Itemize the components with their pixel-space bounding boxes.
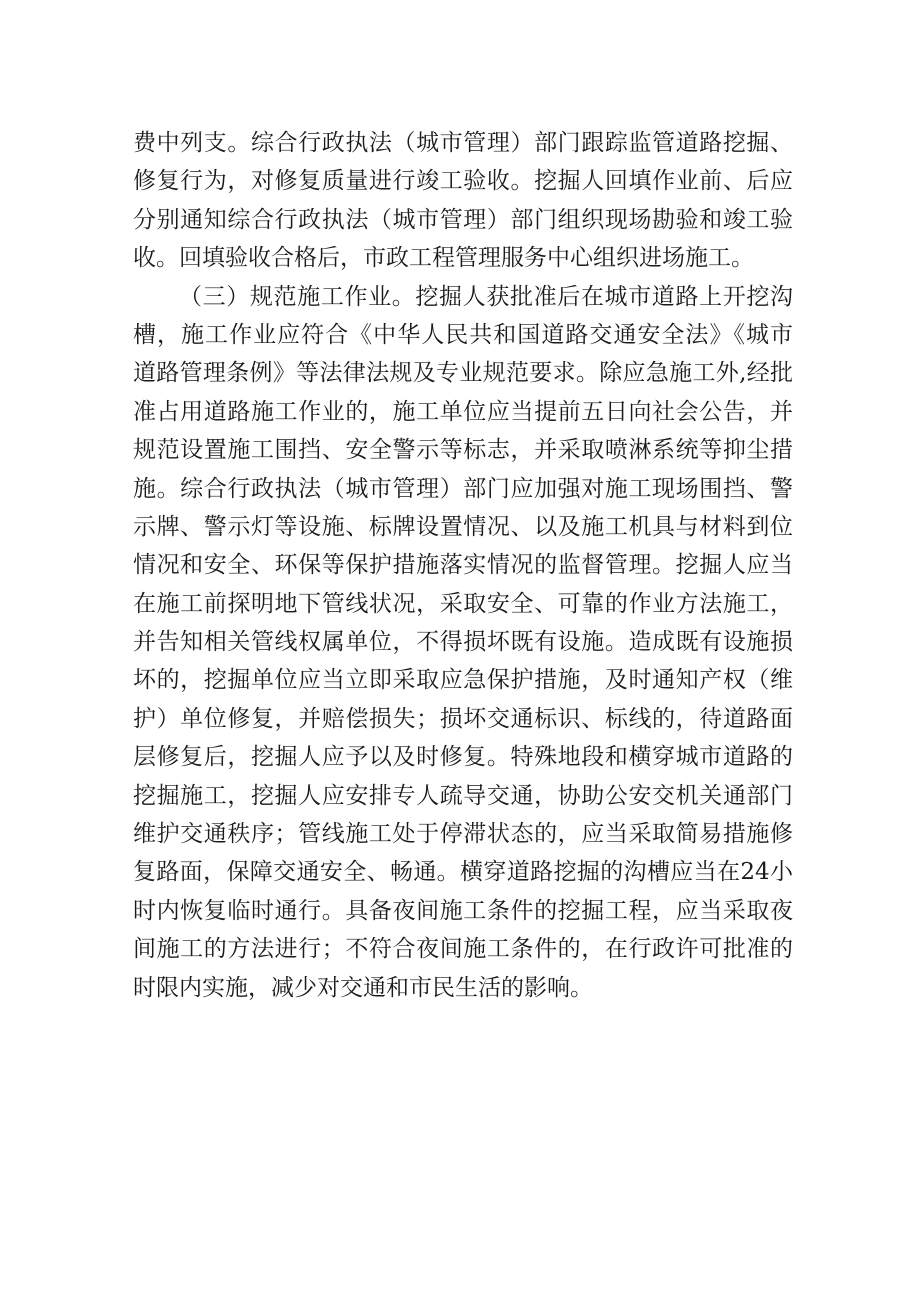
text-line: 道路管理条例》等法律法规及专业规范要求。除应急施工外,经批 (133, 360, 793, 387)
text-line: 修复行为，对修复质量进行竣工验收。挖掘人回填作业前、后应 (133, 168, 793, 195)
text-line: 施。综合行政执法（城市管理）部门应加强对施工现场围挡、警 (133, 475, 793, 502)
text-line: 时内恢复临时通行。具备夜间施工条件的挖掘工程，应当采取夜 (133, 897, 793, 924)
text-line: 规范设置施工围挡、安全警示等标志，并采取喷淋系统等抑尘措 (133, 437, 793, 464)
text-line: 护）单位修复，并赔偿损失；损坏交通标识、标线的，待道路面 (133, 705, 793, 732)
text-line: （三）规范施工作业。挖掘人获批准后在城市道路上开挖沟 (179, 283, 793, 310)
text-line: 并告知相关管线权属单位，不得损坏既有设施。造成既有设施损 (133, 629, 793, 656)
text-line: 收。回填验收合格后，市政工程管理服务中心组织进场施工。 (133, 245, 754, 272)
text-line: 坏的，挖掘单位应当立即采取应急保护措施，及时通知产权（维 (133, 667, 793, 694)
text-line: 在施工前探明地下管线状况，采取安全、可靠的作业方法施工， (133, 590, 793, 617)
text-line: 挖掘施工，挖掘人应安排专人疏导交通，协助公安交机关通部门 (133, 782, 793, 809)
text-line: 情况和安全、环保等保护措施落实情况的监督管理。挖掘人应当 (133, 552, 793, 579)
text-line: 间施工的方法进行；不符合夜间施工条件的，在行政许可批准的 (133, 936, 793, 963)
text-line: 槽，施工作业应符合《中华人民共和国道路交通安全法》《城市 (133, 321, 793, 348)
text-line: 准占用道路施工作业的，施工单位应当提前五日向社会公告，并 (133, 398, 793, 425)
body-text (133, 124, 793, 1007)
text-line: 分别通知综合行政执法（城市管理）部门组织现场勘验和竣工验 (133, 206, 793, 233)
text-line: 复路面，保障交通安全、畅通。横穿道路挖掘的沟槽应当在24小 (133, 859, 793, 886)
text-line: 维护交通秩序；管线施工处于停滞状态的，应当采取简易措施修 (133, 821, 793, 848)
text-line: 费中列支。综合行政执法（城市管理）部门跟踪监管道路挖掘、 (133, 130, 793, 156)
text-line: 时限内实施，减少对交通和市民生活的影响。 (133, 974, 593, 1001)
text-line: 示牌、警示灯等设施、标牌设置情况、以及施工机具与材料到位 (133, 513, 793, 540)
text-line: 层修复后，挖掘人应予以及时修复。特殊地段和横穿城市道路的 (133, 744, 793, 771)
